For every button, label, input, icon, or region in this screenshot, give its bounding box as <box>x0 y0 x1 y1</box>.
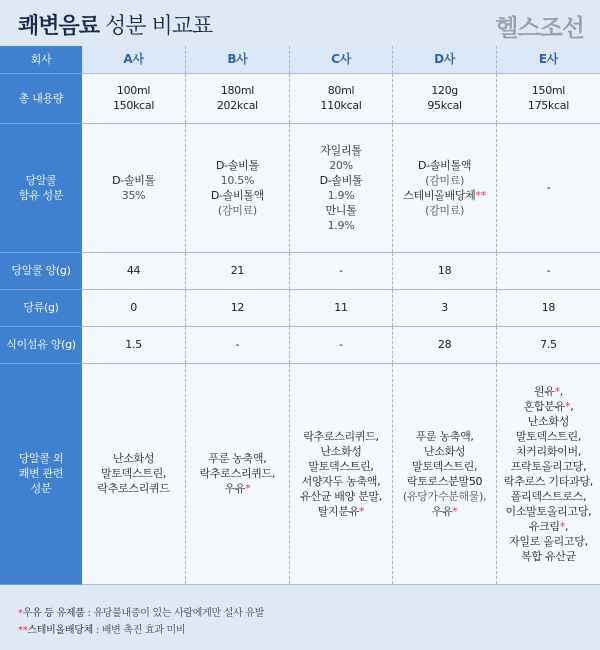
asterisk-mark: * <box>559 519 565 533</box>
fiber-b: - <box>186 326 290 363</box>
footnote-dairy: *우유 등 유제품 : 유당불내증이 있는 사람에게만 설사 유발 <box>18 608 265 619</box>
asterisk-mark: * <box>452 504 458 518</box>
asterisk-mark: * <box>564 399 571 413</box>
fiber-a: 1.5 <box>82 326 186 363</box>
other-e: 원유*, 혼합분유*, 난소화성 말토덱스트린, 치커리화이버, 프락토올리고당, 락추로스 기타과당, 폴리덱스트로스, 이소말토올리고당, 유크림*, 자일로 올리고당, 복합 유산균 <box>496 363 600 584</box>
brand-logo: 헬스조선 <box>495 14 584 42</box>
sugar-alcohol-amount-c: - <box>289 252 393 289</box>
footnotes <box>18 605 264 639</box>
volume-b: 180ml 202kcal <box>186 73 290 123</box>
company-a: A사 <box>82 46 186 73</box>
sugar-alcohol-amount-e: - <box>496 252 600 289</box>
company-e: E사 <box>496 46 600 73</box>
other-b: 푸룬 농축액, 락추로스리퀴드, 우유* <box>186 363 290 584</box>
page-title: 쾌변음료 성분 비교표 <box>18 14 213 39</box>
row-header-sugar-alcohol-content: 당알콜 함유 성분 <box>0 123 82 252</box>
other-d: 푸룬 농축액, 난소화성 말토덱스트린, 락토로스분말50 (유당가수분해물), 우유* <box>393 363 497 584</box>
fiber-e: 7.5 <box>496 326 600 363</box>
volume-e: 150ml 175kcal <box>496 73 600 123</box>
sugar-alcohol-content-row <box>0 123 600 252</box>
double-asterisk-mark: ** <box>475 188 486 202</box>
footnote-stevioside: **스테비올배당체 : 배변 촉진 효과 미비 <box>18 625 186 636</box>
sugar-alcohol-content-d: D-솔비톨액 (감미료) 스테비올배당체** (감미료) <box>393 123 497 252</box>
sugar-e: 18 <box>496 289 600 326</box>
row-header-volume: 총 내용량 <box>0 73 82 123</box>
company-d: D사 <box>393 46 497 73</box>
fiber-c: - <box>289 326 393 363</box>
sugar-d: 3 <box>393 289 497 326</box>
other-c: 락추로스리퀴드, 난소화성 말토덱스트린, 서양자두 농축액, 유산균 배양 분말, 탈지분유* <box>289 363 393 584</box>
asterisk-mark: * <box>359 504 365 518</box>
row-header-fiber: 식이섬유 양(g) <box>0 326 82 363</box>
sugar-c: 11 <box>289 289 393 326</box>
fiber-d: 28 <box>393 326 497 363</box>
sugar-a: 0 <box>82 289 186 326</box>
sugar-alcohol-content-b: D-솔비톨 10.5% D-솔비톨액 (감미료) <box>186 123 290 252</box>
sugar-row <box>0 289 600 326</box>
row-header-sugar: 당류(g) <box>0 289 82 326</box>
row-header-sugar-alcohol-amount: 당알콜 양(g) <box>0 252 82 289</box>
header <box>0 0 600 46</box>
volume-row <box>0 73 600 123</box>
sugar-alcohol-content-e: - <box>496 123 600 252</box>
other-a: 난소화성 말토덱스트린, 락추로스리퀴드 <box>82 363 186 584</box>
company-b: B사 <box>186 46 290 73</box>
sugar-alcohol-content-a: D-솔비톨 35% <box>82 123 186 252</box>
company-header-row <box>0 46 600 73</box>
sugar-alcohol-amount-row <box>0 252 600 289</box>
row-header-other: 당알콜 외 쾌변 관련 성분 <box>0 363 82 584</box>
volume-d: 120g 95kcal <box>393 73 497 123</box>
volume-a: 100ml 150kcal <box>82 73 186 123</box>
comparison-table <box>0 46 600 585</box>
sugar-alcohol-content-c: 자일리톨 20% D-솔비톨 1.9% 만니톨 1.9% <box>289 123 393 252</box>
other-ingredients-row <box>0 363 600 584</box>
asterisk-mark: * <box>554 384 560 398</box>
sugar-alcohol-amount-a: 44 <box>82 252 186 289</box>
sugar-alcohol-amount-b: 21 <box>186 252 290 289</box>
sugar-alcohol-amount-d: 18 <box>393 252 497 289</box>
row-header-company: 회사 <box>0 46 82 73</box>
fiber-row <box>0 326 600 363</box>
asterisk-mark: * <box>245 482 251 495</box>
sugar-b: 12 <box>186 289 290 326</box>
company-c: C사 <box>289 46 393 73</box>
volume-c: 80ml 110kcal <box>289 73 393 123</box>
